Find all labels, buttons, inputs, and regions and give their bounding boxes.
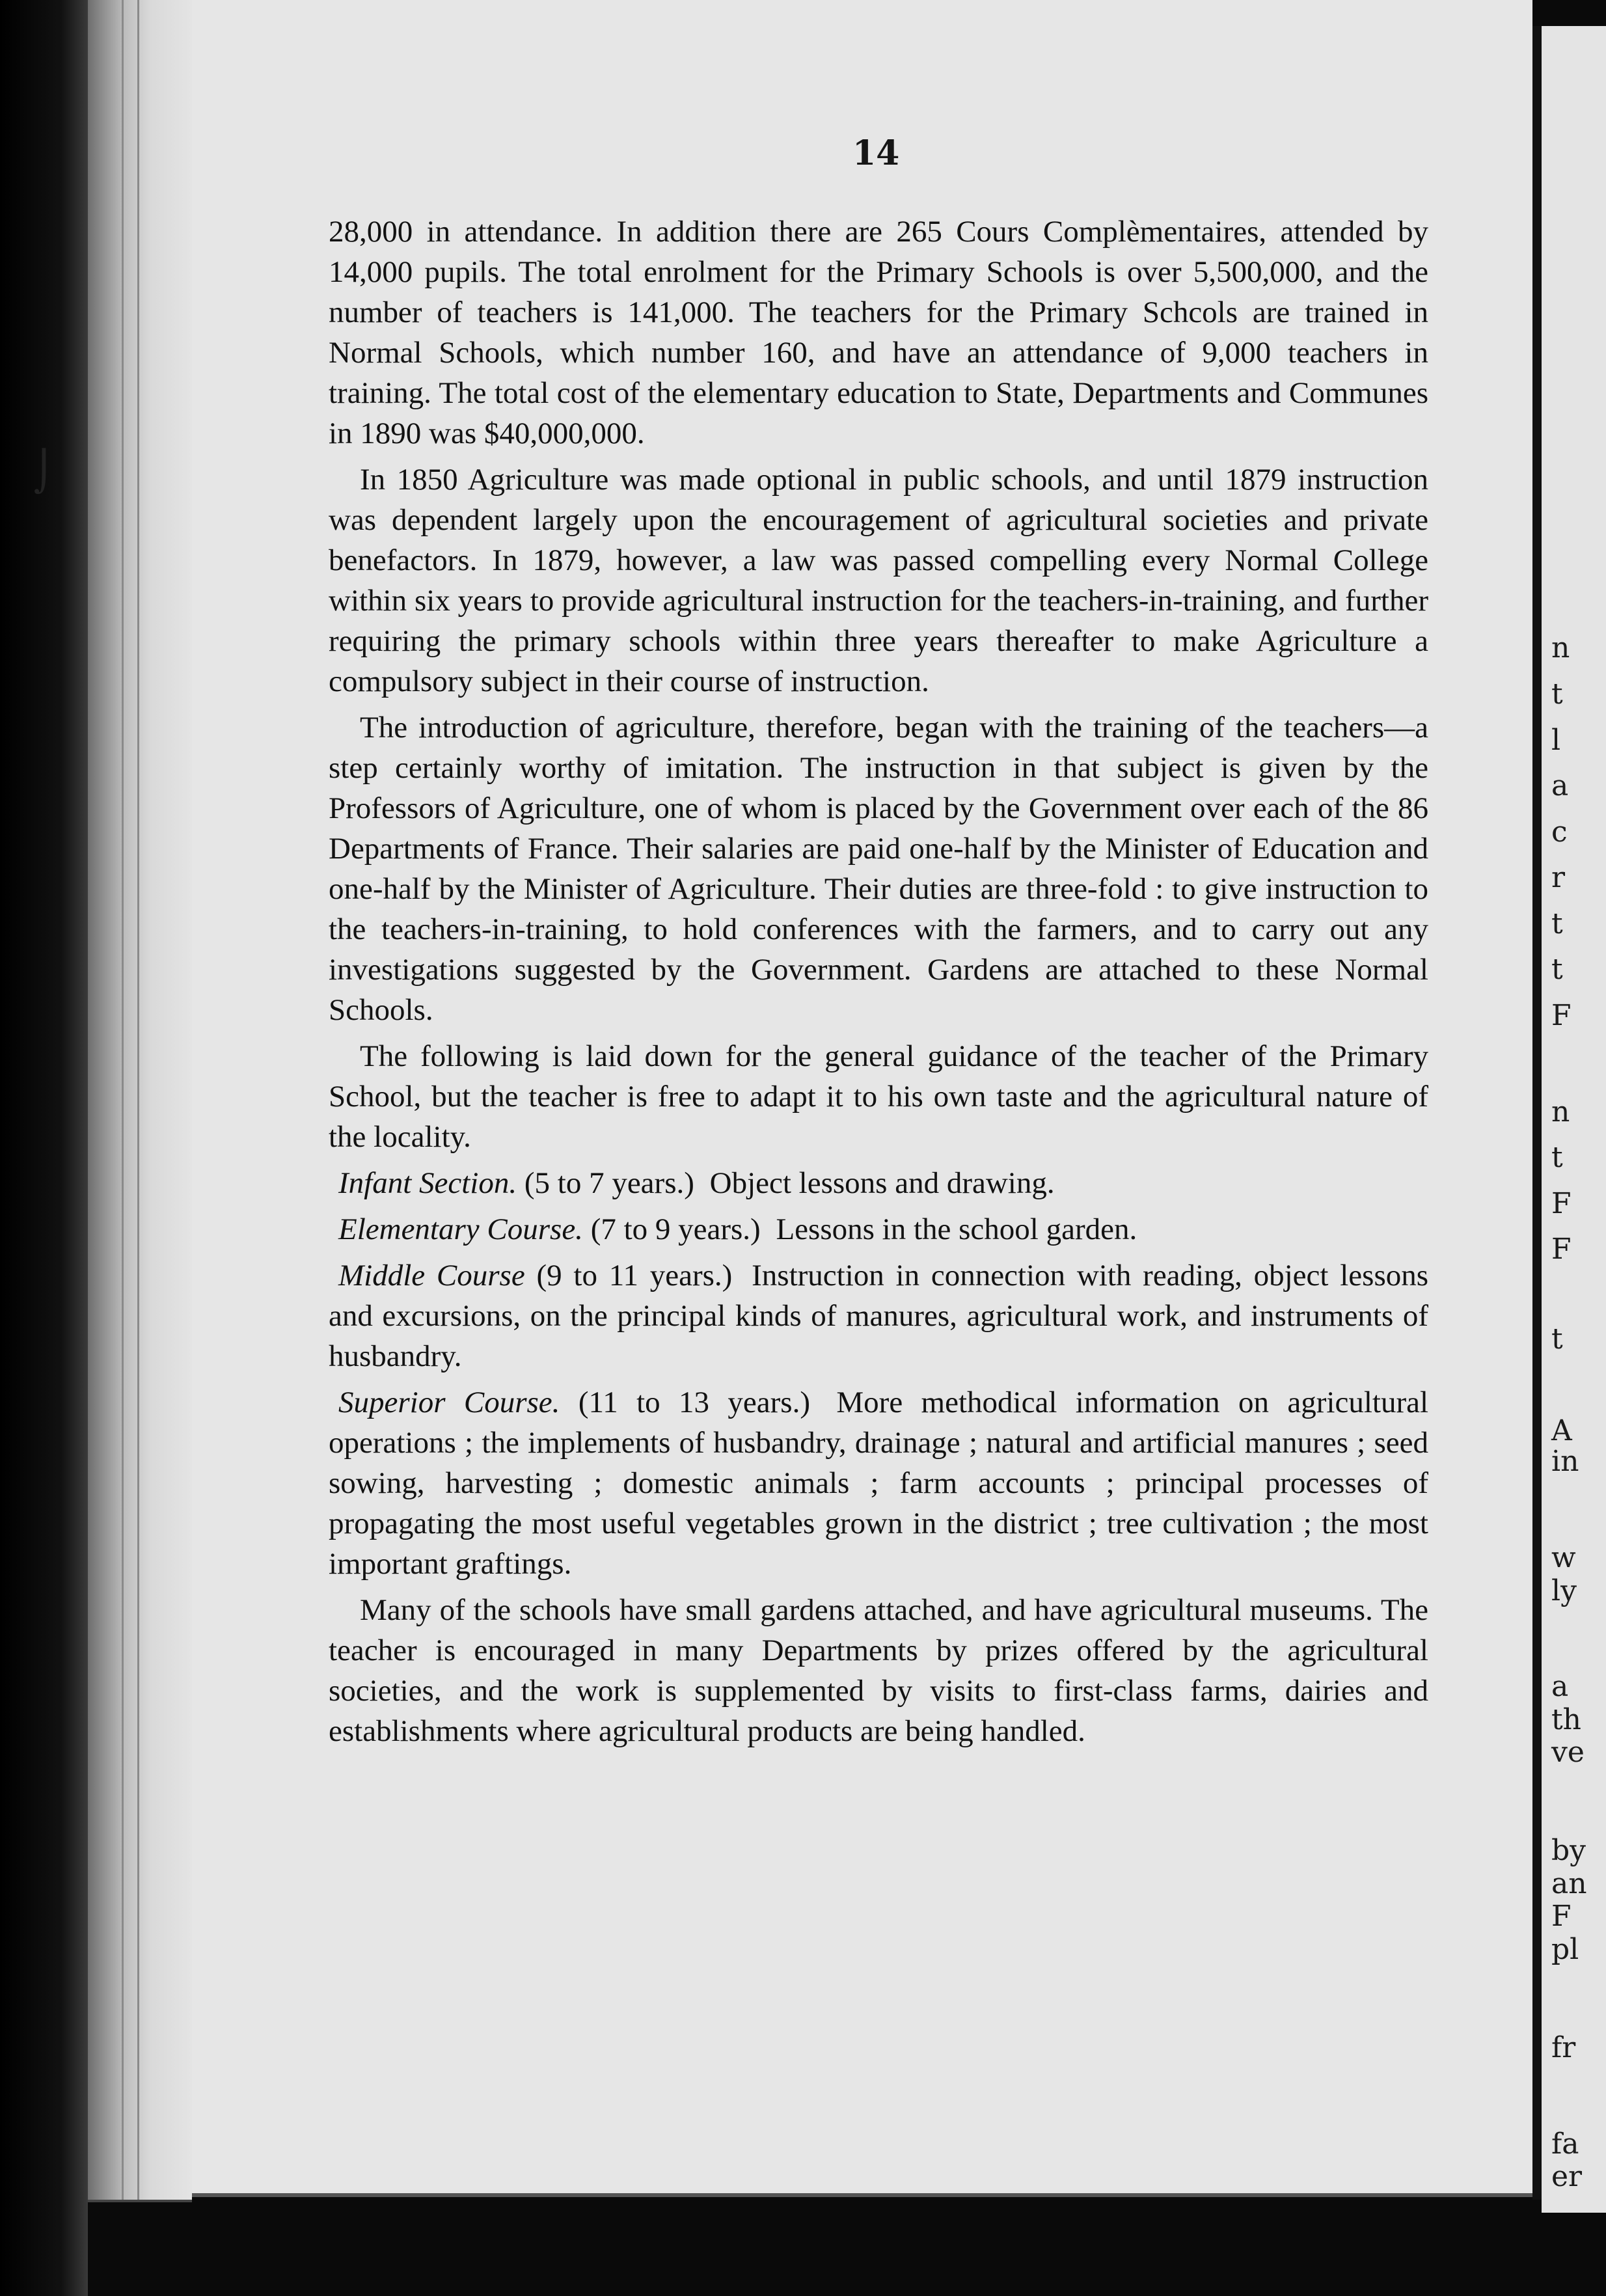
course-name: Superior Course. xyxy=(338,1386,560,1419)
course-entry xyxy=(329,1255,1428,1376)
scan-shadow xyxy=(0,0,88,2296)
facing-page-fragment: F xyxy=(1551,999,1572,1032)
facing-page-fragment: F xyxy=(1551,1187,1572,1220)
facing-page-fragment: r xyxy=(1551,861,1566,894)
facing-page-fragment: a xyxy=(1551,1670,1569,1703)
closing-paragraph: Many of the schools have small gardens attached, and have agricultural museums. The teacher is encouraged in many Departments by prizes offered by the agricultural societies, and the work is supplemented by visits to first-class farms, dairies and establishments where agricultural products are being handled. xyxy=(329,1593,1428,1748)
margin-mark: ⌡ xyxy=(34,449,55,495)
facing-page-fragment: ly xyxy=(1551,1574,1577,1607)
gutter-line xyxy=(122,0,124,2200)
facing-page-fragment: t xyxy=(1551,953,1563,986)
course-name: Infant Section. xyxy=(338,1166,517,1200)
course-age: (11 to 13 years.) xyxy=(578,1386,810,1419)
course-text: Instruction in connection with reading, object lessons and excursions, on the principal kinds of manures, agricultural work, and instruments of husbandry. xyxy=(329,1259,1429,1373)
course-age: (5 to 7 years.) xyxy=(524,1166,694,1200)
facing-page-fragment: F xyxy=(1551,1900,1572,1933)
facing-page-fragment: er xyxy=(1551,2160,1583,2193)
paragraph: 28,000 in attendance. In addition there are 265 Cours Complèmentaires, attended by 14,000 pupils. The total enrolment for the Primary Schools is over 5,500,000, and the number of teachers is 141,000. The teachers for the Primary Schcols are trained in Normal Schools, which number 160, and have an attendance of 9,000 teachers in training. The total cost of the elementary education to State, Departments and Communes in 1890 was $40,000,000. xyxy=(329,215,1428,450)
paragraph: The introduction of agriculture, therefore, began with the training of the teachers—a step certainly worthy of imitation. The instruction in that subject is given by the Professors of Agriculture, one of whom is placed by the Government over each of the 86 Departments of France. Their salaries are paid one-half by the Minister of Education and one-half by the Minister of Agriculture. Their duties are three-fold : to give instruction to the teachers-in-training, to hold conferences with the farmers, and to carry out any investigations suggested by the Government. Gardens are attached to these Normal Schools. xyxy=(329,711,1428,1027)
facing-page-fragment: t xyxy=(1551,677,1563,711)
course-name: Middle Course xyxy=(338,1259,525,1292)
facing-page-fragment: A xyxy=(1551,1414,1572,1447)
facing-page-fragment: ve xyxy=(1551,1736,1585,1769)
course-age: (7 to 9 years.) xyxy=(590,1212,761,1246)
facing-page-fragment: t xyxy=(1551,1322,1563,1356)
facing-page-fragment: a xyxy=(1551,769,1569,802)
facing-page-fragment: c xyxy=(1551,815,1568,849)
facing-page-fragment: by xyxy=(1551,1834,1586,1867)
course-age: (9 to 11 years.) xyxy=(536,1259,733,1292)
course-name: Elementary Course. xyxy=(338,1212,583,1246)
facing-page-fragment: fr xyxy=(1551,2031,1576,2064)
gutter-line xyxy=(100,0,102,2200)
body-text xyxy=(329,212,1428,1757)
paragraph: The following is laid down for the general guidance of the teacher of the Primary School, but the teacher is free to adapt it to his own taste and the agricultural nature of the locality. xyxy=(329,1039,1428,1154)
facing-page-fragment: t xyxy=(1551,907,1563,940)
facing-page-fragment: n xyxy=(1551,1095,1570,1128)
page-number: 14 xyxy=(852,133,900,173)
course-text: More methodical information on agricultural operations ; the implements of husbandry, drainage ; natural and artificial manures ; seed sowing, harvesting ; domestic animals ; farm accounts ; principal processes of propagating the most useful vegetables grown in the district ; tree cultivation ; the most important graftings. xyxy=(329,1386,1429,1581)
facing-page-fragment: F xyxy=(1551,1233,1572,1266)
facing-page-fragment: w xyxy=(1551,1541,1576,1574)
course-text: Object lessons and drawing. xyxy=(709,1166,1055,1200)
facing-page-fragment: pl xyxy=(1551,1933,1579,1966)
course-text: Lessons in the school garden. xyxy=(776,1212,1137,1246)
facing-page-fragment: in xyxy=(1551,1445,1579,1478)
facing-page-fragment: an xyxy=(1551,1867,1587,1900)
facing-page-fragment: t xyxy=(1551,1141,1563,1174)
gutter-line xyxy=(137,0,139,2200)
course-entry xyxy=(329,1382,1428,1584)
facing-page-fragment: l xyxy=(1551,724,1561,757)
page-divider xyxy=(1532,26,1542,2200)
facing-page-fragment: th xyxy=(1551,1703,1582,1736)
facing-page-fragment: fa xyxy=(1551,2127,1579,2161)
course-entry xyxy=(329,1163,1428,1203)
book-gutter xyxy=(88,0,192,2202)
course-entry xyxy=(329,1209,1428,1250)
paragraph: In 1850 Agriculture was made optional in public schools, and until 1879 instruction was dependent largely upon the encouragement of agricultural societies and private benefactors. In 1879, however, a law was passed compelling every Normal College within six years to provide agricultural instruction for the teachers-in-training, and further requiring the primary schools within three years thereafter to make Agriculture a compulsory subject in their course of instruction. xyxy=(329,463,1428,698)
facing-page-fragment: n xyxy=(1551,631,1570,664)
